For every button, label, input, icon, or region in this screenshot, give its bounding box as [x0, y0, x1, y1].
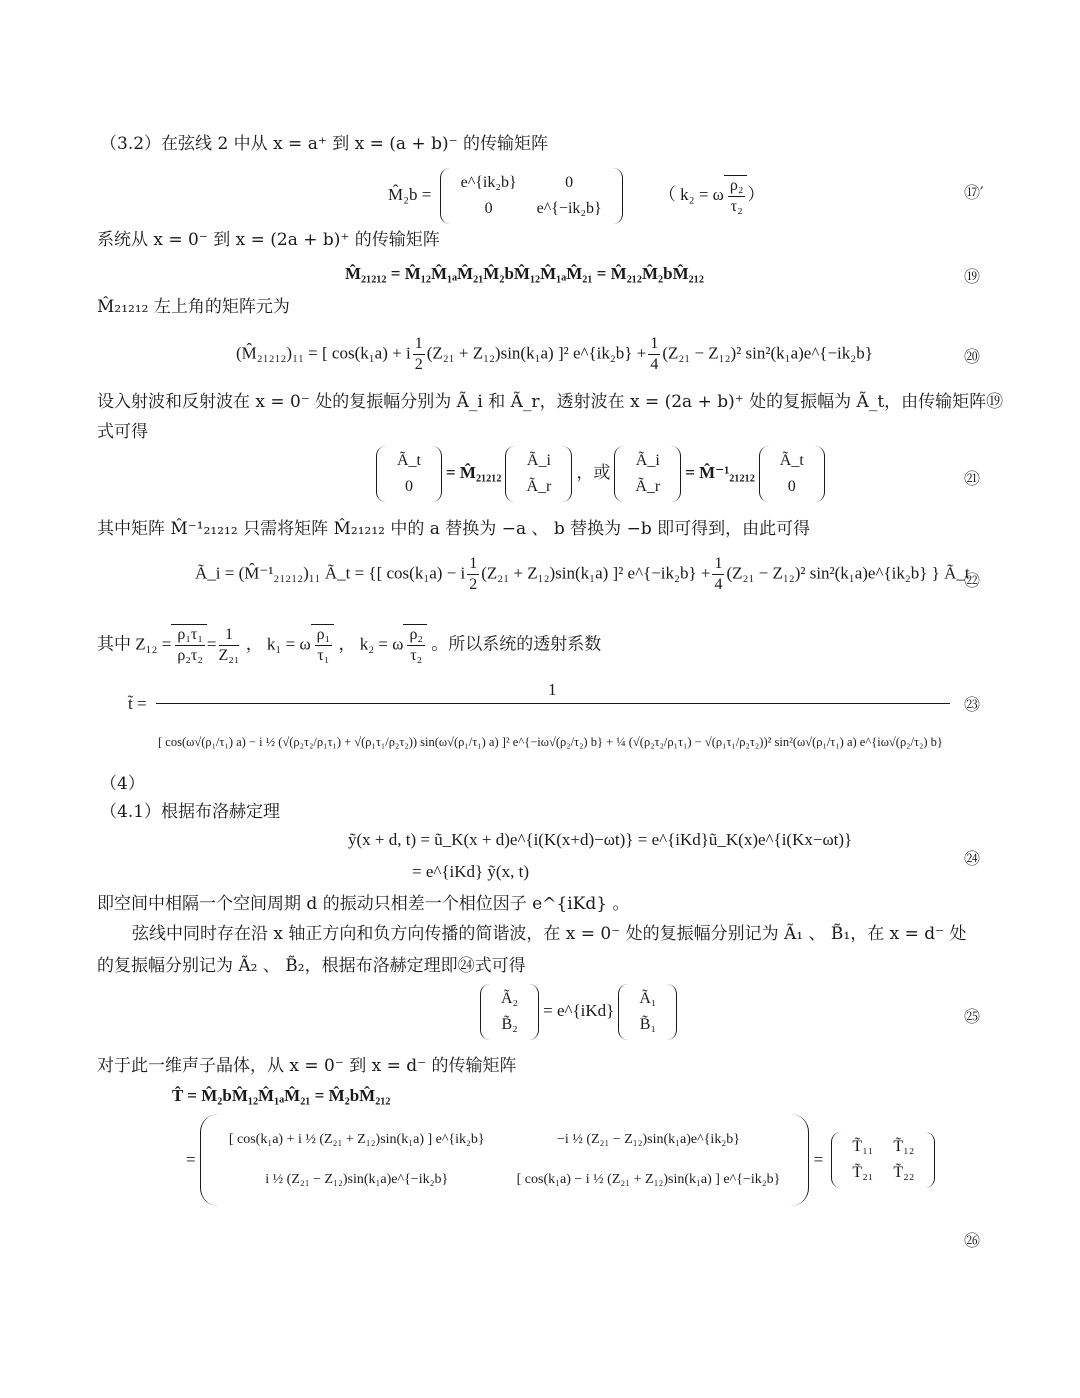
eq26-t22: T̃₂₂ — [893, 1164, 915, 1181]
eq21-v3a: Ã_i — [635, 452, 660, 469]
eq26-t-matrix — [831, 1132, 935, 1188]
eq26-m12: −i ½ (Z₂₁ − Z₁₂)sin(k₁a)e^{ik₂b} — [557, 1132, 740, 1147]
eq25-v1b: B̃₂ — [501, 1016, 518, 1033]
eq26-t21: T̃₂₁ — [852, 1164, 874, 1181]
eq17-lhs: M̂₂b = — [388, 184, 432, 204]
paragraph-element: M̂₂₁₂₁₂ 左上角的矩阵元为 — [97, 297, 290, 317]
eq25-vec1 — [480, 984, 539, 1040]
eq25-mid: = e^{iKd} — [543, 1000, 615, 1020]
eq21-v2a: Ã_i — [526, 452, 551, 469]
eq17-note-left: （ k₂ = ω — [658, 184, 724, 204]
definitions-line — [97, 624, 601, 666]
k1-bottom: τ₁ — [317, 647, 330, 664]
eq26-m21: i ½ (Z₂₁ − Z₁₂)sin(k₁a)e^{−ik₂b} — [265, 1172, 449, 1187]
z12-top: ρ₁τ₁ — [175, 625, 205, 646]
eq22-b: (Z₂₁ + Z₁₂)sin(k₁a) ]² e^{−ik₂b} + — [481, 563, 711, 583]
eq17-note-right: ） — [747, 184, 765, 204]
eq17-m12: 0 — [565, 174, 574, 191]
equation-20 — [236, 334, 873, 375]
definitions-suffix: 。所以系统的透射系数 — [431, 634, 602, 654]
eq21-v3b: Ã_r — [635, 478, 661, 495]
eq25-v2b: B̃₁ — [639, 1016, 657, 1033]
eq21-vec1 — [376, 446, 442, 502]
eq17-m22: e^{−ik₂b} — [536, 200, 602, 217]
equation-26-line1: T̂ = M̂₂bM̂₁₂M̂₁ₐM̂₂₁ = M̂₂bM̂₂₁₂ — [172, 1086, 391, 1105]
eq20-lhs: (M̂₂₁₂₁₂)₁₁ = — [236, 343, 318, 363]
z12-bottom: ρ₂τ₂ — [177, 647, 203, 664]
eq26-t12: T̃₁₂ — [893, 1138, 915, 1155]
eq21-mid2: = M̂⁻¹₂₁₂₁₂ — [685, 462, 755, 482]
paragraph-waves-string-cont: 的复振幅分别记为 Ã₂ 、 B̃₂，根据布洛赫定理即㉔式可得 — [97, 956, 526, 976]
eq25-v1a: Ã₂ — [501, 990, 519, 1007]
section-4-heading: （4） — [100, 774, 145, 794]
eq25-v2a: Ã₁ — [639, 990, 657, 1007]
k2-top: ρ₂ — [407, 625, 425, 646]
paragraph-phase: 即空间中相隔一个空间周期 d 的振动只相差一个相位因子 e^{iKd} 。 — [97, 894, 630, 914]
eq21-vec4 — [759, 446, 825, 502]
paragraph-waves-string: 弦线中同时存在沿 x 轴正方向和负方向传播的简谐波，在 x = 0⁻ 处的复振幅分别记为 Ã₁ 、 B̃₁，在 x = d⁻ 处 — [132, 924, 967, 944]
equation-19: M̂₂₁₂₁₂ = M̂₁₂M̂₁ₐM̂₂₁M̂₂bM̂₁₂M̂₁ₐM̂₂₁ = M̂₂₁₂M̂₂bM̂₂₁₂ — [345, 264, 704, 283]
eq26-t11: T̃₁₁ — [852, 1138, 874, 1155]
k1-top: ρ₁ — [315, 625, 333, 646]
eq-number-22: ㉒ — [964, 571, 981, 590]
paragraph-waves-cont: 式可得 — [97, 422, 148, 442]
eq25-vec2 — [618, 984, 677, 1040]
paragraph-3-2: （3.2）在弦线 2 中从 x = a⁺ 到 x = (a + b)⁻ 的传输矩阵 — [100, 134, 548, 154]
eq21-v4b: 0 — [787, 478, 796, 495]
k2-lhs: ， k₂ = ω — [338, 634, 404, 654]
eq22-c: (Z₂₁ − Z₁₂)² sin²(k₁a)e^{ik₂b} } Ã_t — [726, 563, 970, 583]
eq21-v2b: Ã_r — [526, 478, 552, 495]
eq22-half-bottom: 2 — [469, 576, 478, 593]
eq22-quarter-top: 1 — [712, 554, 724, 575]
eq-number-19: ⑲ — [964, 267, 981, 286]
eq20-c: (Z₂₁ − Z₁₂)² sin²(k₁a)e^{−ik₂b} — [662, 343, 873, 363]
eq21-vec3 — [614, 446, 681, 502]
definitions-prefix: 其中 — [97, 634, 131, 654]
paragraph-system: 系统从 x = 0⁻ 到 x = (2a + b)⁺ 的传输矩阵 — [97, 230, 440, 250]
eq20-quarter-top: 1 — [648, 334, 660, 355]
eq22-lhs: Ã_i = (M̂⁻¹₂₁₂₁₂)₁₁ Ã_t = {[ cos(k₁a) − i — [195, 563, 466, 583]
eq-number-20: ⑳ — [964, 347, 981, 366]
eq20-half-top: 1 — [413, 334, 425, 355]
eq21-mid: = M̂₂₁₂₁₂ — [446, 462, 502, 482]
eq17-note-top: ρ₂ — [728, 176, 746, 197]
eq21-v4a: Ã_t — [779, 452, 804, 469]
equation-23-fraction-bar — [156, 703, 950, 704]
eq20-half-bottom: 2 — [414, 356, 423, 373]
eq17-m11: e^{ik₂b} — [460, 174, 517, 191]
equation-17-prime — [388, 168, 764, 224]
z12-eq: = — [206, 634, 217, 654]
equation-23-numerator: 1 — [548, 680, 557, 699]
paragraph-inverse: 其中矩阵 M̂⁻¹₂₁₂₁₂ 只需将矩阵 M̂₂₁₂₁₂ 中的 a 替换为 −a 、 b 替换为 −b 即可得到，由此可得 — [97, 519, 811, 539]
eq-number-17-prime: ⑰′ — [964, 183, 984, 202]
eq26-m22: [ cos(k₁a) − i ½ (Z₂₁ + Z₁₂)sin(k₁a) ] e^{−ik₂b} — [516, 1172, 781, 1187]
eq26-eq2: = — [813, 1150, 824, 1169]
equation-21 — [372, 446, 829, 502]
eq-number-25: ㉕ — [964, 1007, 981, 1026]
paragraph-transfer: 对于此一维声子晶体，从 x = 0⁻ 到 x = d⁻ 的传输矩阵 — [97, 1056, 517, 1076]
eq22-half-top: 1 — [467, 554, 479, 575]
k2-bottom: τ₂ — [410, 647, 423, 664]
section-4-1-heading: （4.1）根据布洛赫定理 — [100, 802, 281, 822]
eq-number-24: ㉔ — [964, 849, 981, 868]
equation-22 — [195, 554, 970, 595]
equation-23-lhs: t̃ = — [128, 694, 147, 713]
eq21-v1b: 0 — [405, 478, 413, 495]
eq26-m11: [ cos(k₁a) + i ½ (Z₂₁ + Z₁₂)sin(k₁a) ] e^{ik₂b} — [228, 1132, 485, 1147]
equation-24-line1: ỹ(x + d, t) = ũ_K(x + d)e^{i(K(x+d)−ωt)} = e^{iKd}ũ_K(x)e^{i(Kx−ωt)} — [348, 830, 853, 849]
eq17-m21: 0 — [484, 200, 493, 217]
z12-one: 1 — [219, 625, 240, 646]
eq21-or: ，或 — [576, 462, 611, 482]
eq22-quarter-bottom: 4 — [714, 576, 723, 593]
eq-number-21: ㉑ — [964, 469, 981, 488]
eq20-a: [ cos(k₁a) + i — [322, 343, 411, 363]
eq21-vec2 — [505, 446, 572, 502]
paragraph-waves: 设入射波和反射波在 x = 0⁻ 处的复振幅分别为 Ã_i 和 Ã_r，透射波在 x = (2a + b)⁺ 处的复振幅为 Ã_t，由传输矩阵⑲ — [97, 392, 1004, 412]
eq21-v1a: Ã_t — [397, 452, 421, 469]
k1-lhs: ， k₁ = ω — [245, 634, 311, 654]
eq20-quarter-bottom: 4 — [650, 356, 659, 373]
eq17-matrix — [440, 168, 623, 224]
equation-25 — [476, 984, 681, 1040]
eq26-eq: = — [186, 1150, 196, 1169]
equation-24-line2: = e^{iKd} ỹ(x, t) — [412, 862, 529, 881]
eq26-big-matrix — [200, 1114, 809, 1206]
eq17-note-bottom: τ₂ — [730, 197, 743, 215]
eq-number-23: ㉓ — [964, 695, 981, 714]
z12-lhs: Z₁₂ = — [135, 634, 172, 654]
equation-26-matrix-row — [186, 1114, 939, 1206]
z12-z21: Z₂₁ — [218, 647, 240, 664]
eq-number-26: ㉖ — [964, 1231, 981, 1250]
eq20-b: (Z₂₁ + Z₁₂)sin(k₁a) ]² e^{ik₂b} + — [426, 343, 647, 363]
equation-23-denominator: [ cos(ω√(ρ₁/τ₁) a) − i ½ (√(ρ₂τ₂/ρ₁τ₁) + √(ρ₁τ₁/ρ₂τ₂)) sin(ω√(ρ₁/τ₁) a) ]² e^{−iω√(ρ₂/τ₂) b} + ¼ (√(ρ₂τ₂/ρ₁τ₁) − √(ρ₁τ₁/ρ₂τ₂))² sin²(ω√(ρ₁/τ₁) a) e^{iω√(ρ₂/τ₂) b} — [158, 735, 943, 749]
